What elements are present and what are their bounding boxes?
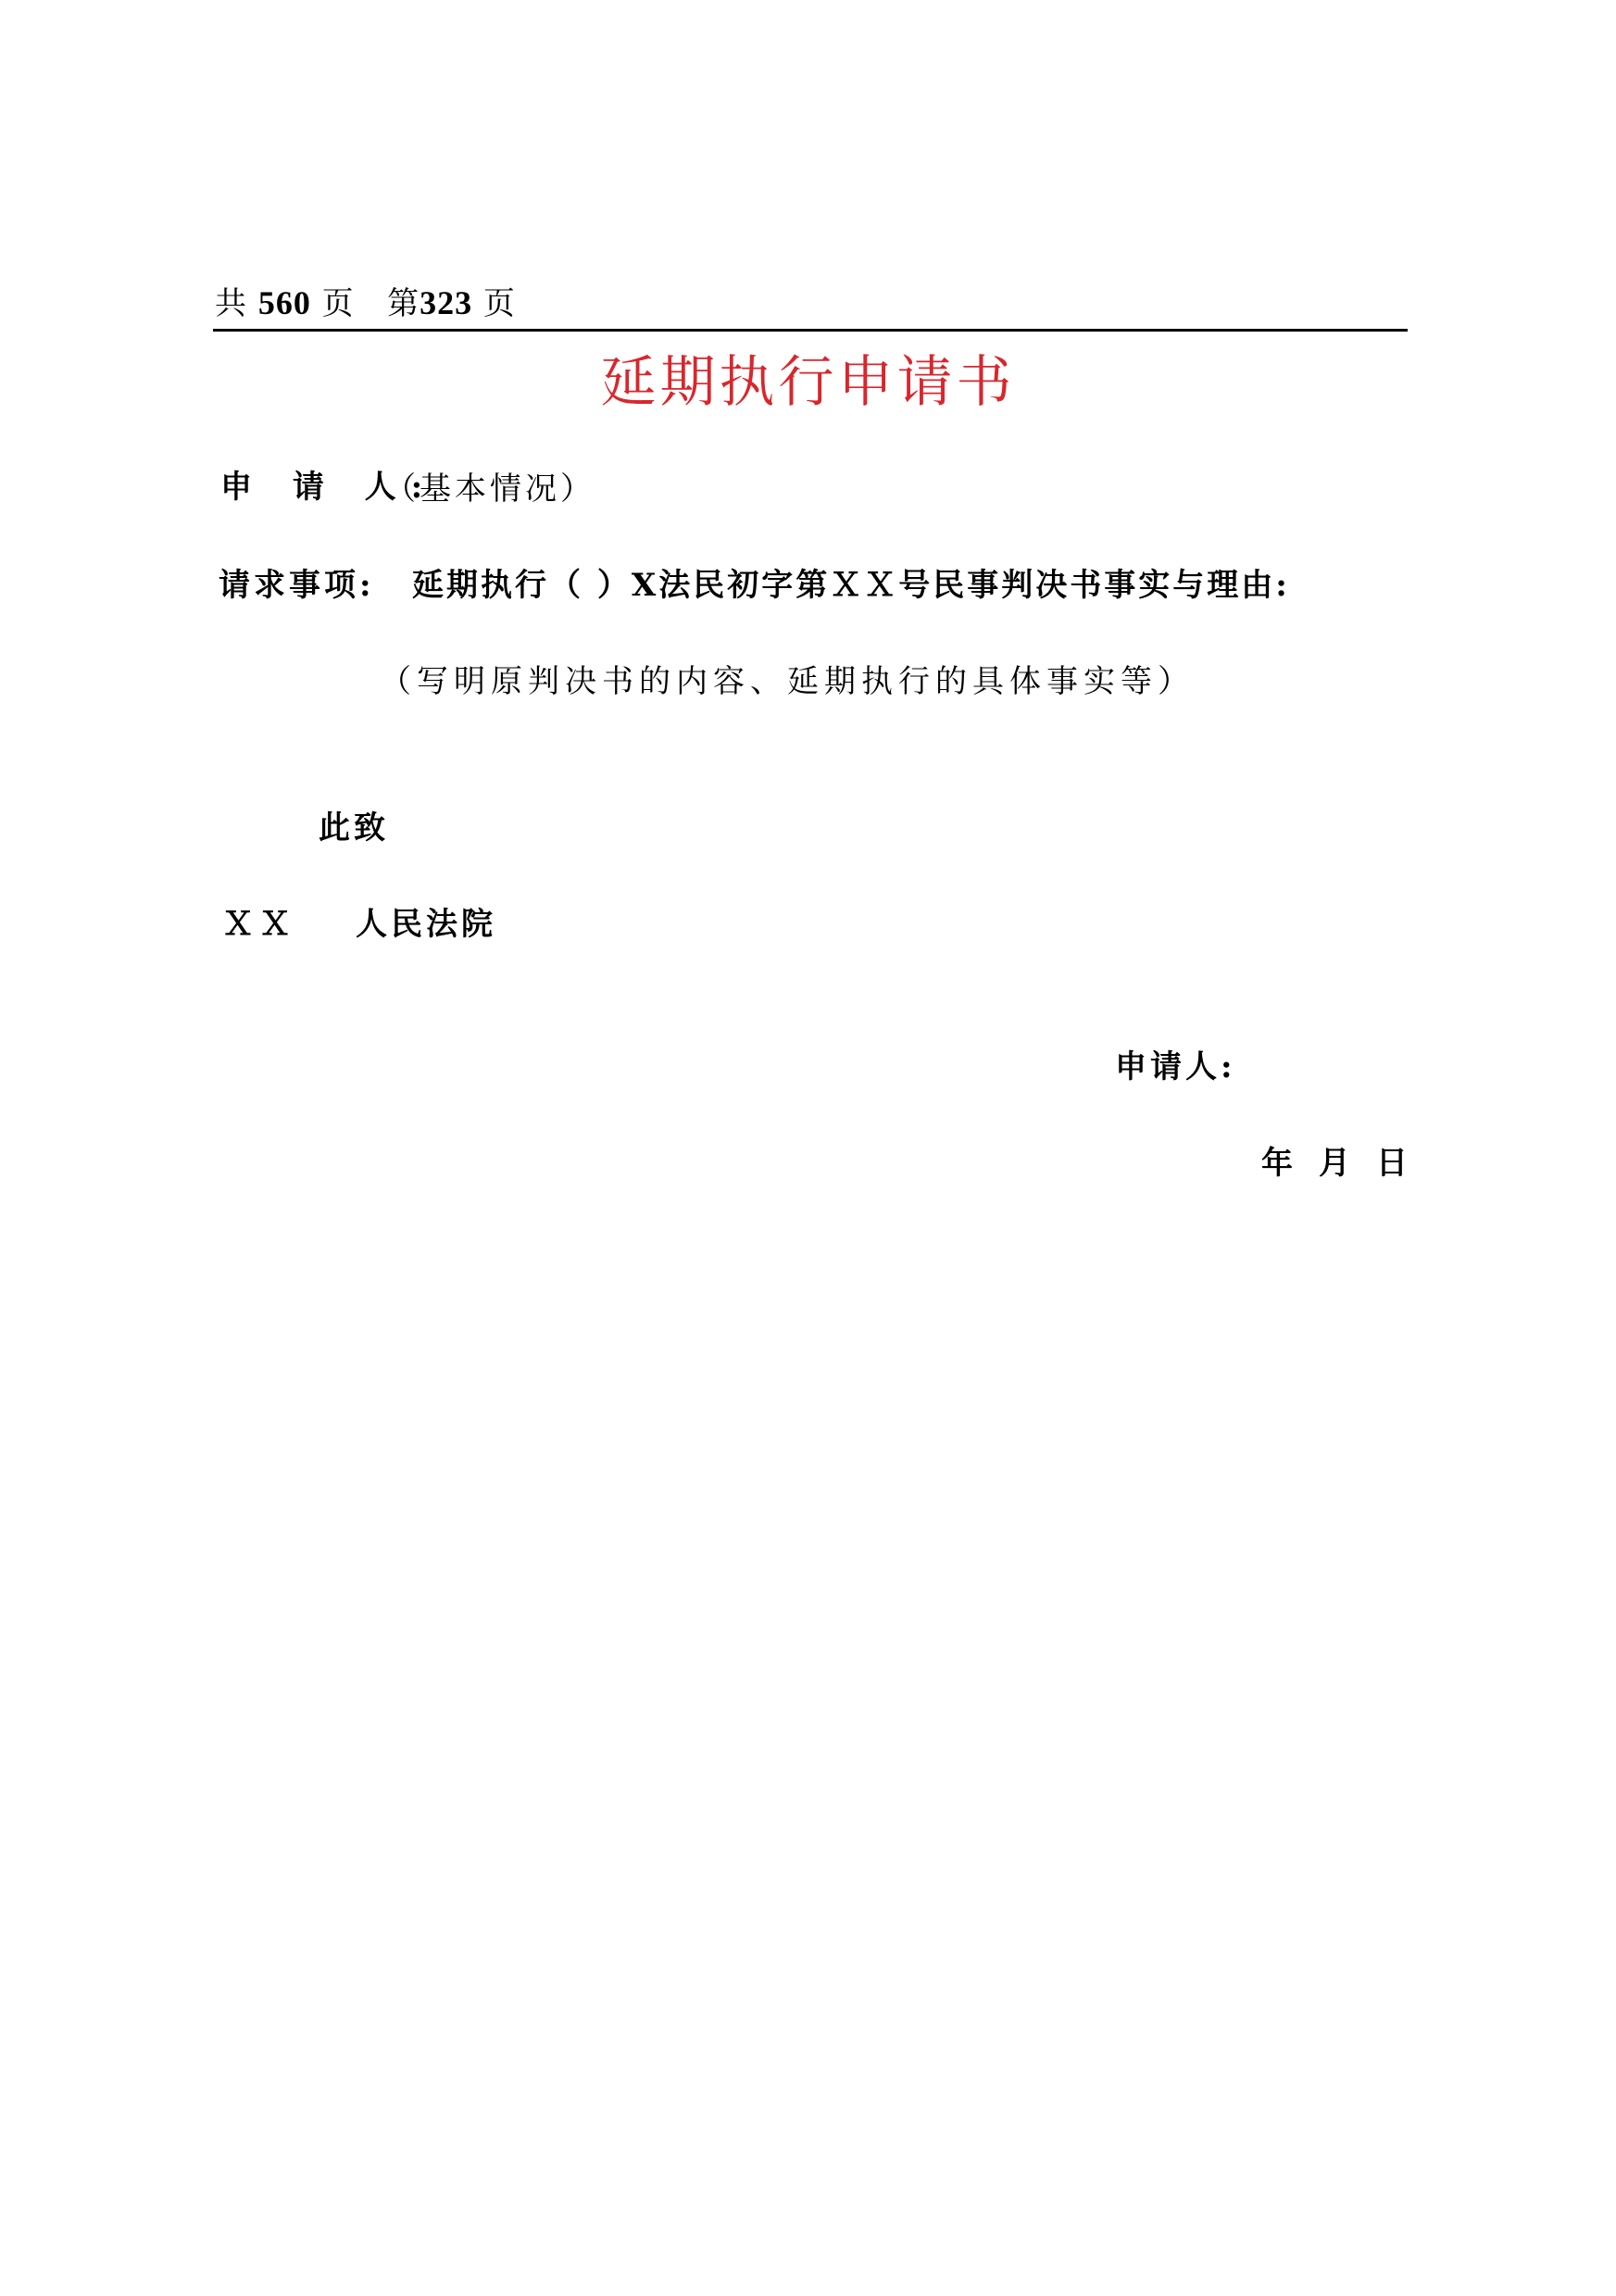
total-prefix: 共 (215, 285, 247, 322)
current-page: 323 (420, 284, 473, 321)
signature-date (1261, 1137, 1434, 1183)
court-name: 人民法院 (356, 906, 496, 943)
signature-label: 申请人: (1115, 1048, 1236, 1085)
court-code: ＸＸ (222, 906, 296, 943)
page-counter (215, 278, 516, 323)
document-title: 延期执行申请书 (600, 350, 1016, 415)
date-year: 年 (1261, 1145, 1297, 1182)
current-suffix: 页 (482, 285, 516, 322)
total-suffix: 页 (321, 285, 355, 322)
current-prefix: 第 (387, 285, 420, 322)
total-pages: 560 (257, 284, 311, 321)
request-label: 请求事项: (219, 567, 375, 604)
applicant-label: 申 请 人: (220, 469, 438, 506)
header-divider (213, 329, 1408, 332)
applicant-value: （基本情况） (384, 470, 595, 508)
request-value: 延期执行（ ）X法民初字第ＸＸ号民事判决书事实与理由: (412, 567, 1290, 604)
facts-note: （写明原判决书的内容、延期执行的具体事实等） (380, 663, 1195, 700)
date-day: 日 (1376, 1145, 1411, 1182)
salutation: 此致 (319, 809, 389, 847)
date-month: 月 (1319, 1145, 1354, 1182)
